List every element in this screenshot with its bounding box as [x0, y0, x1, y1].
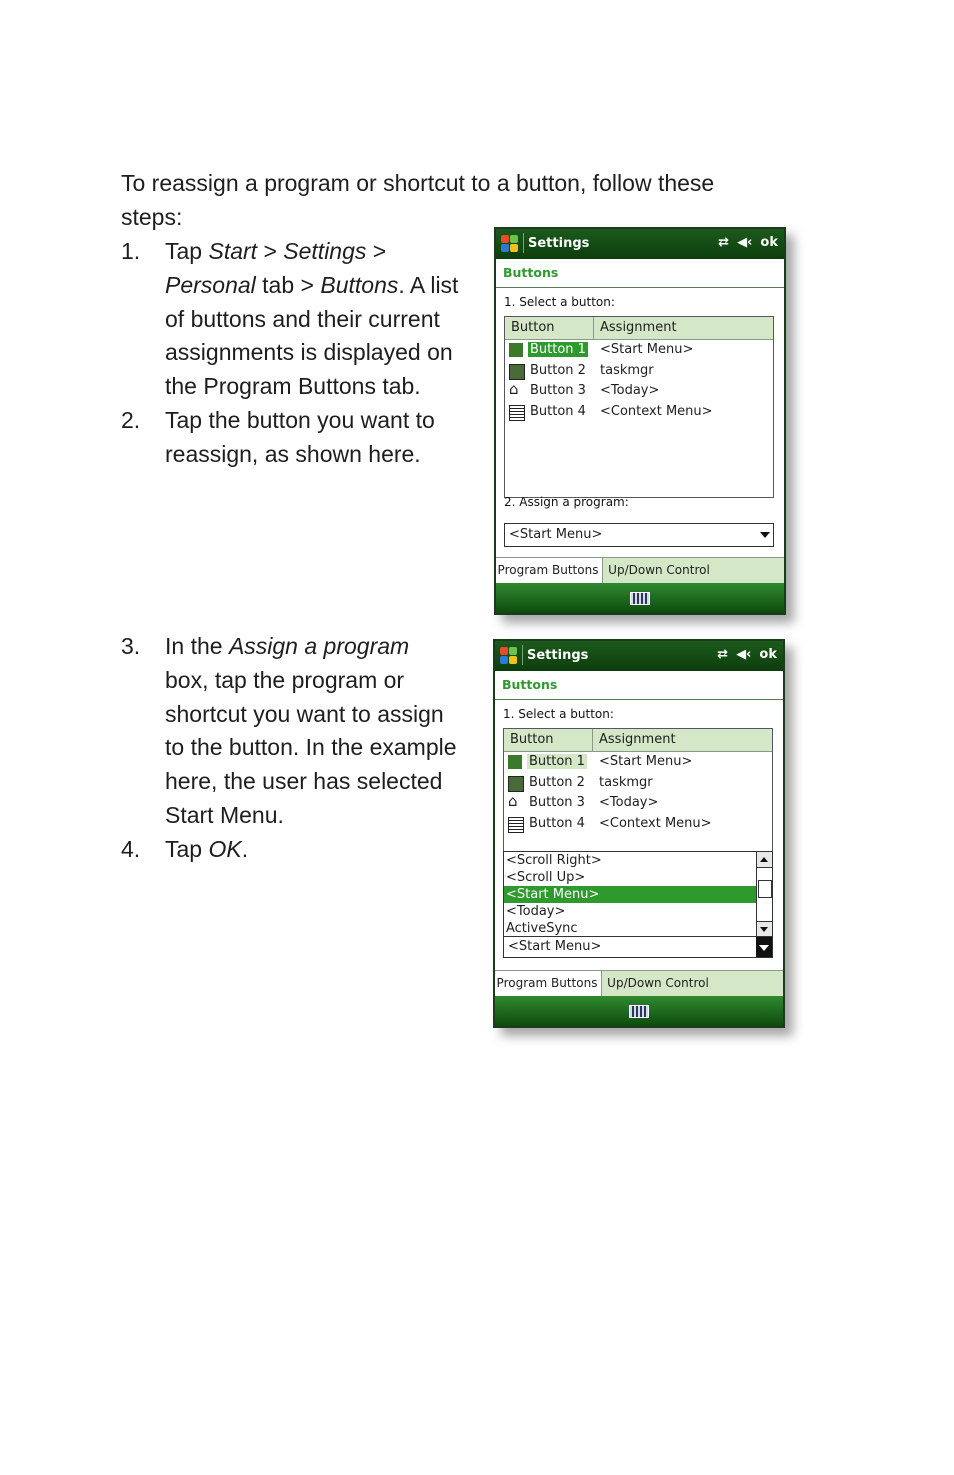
list-item[interactable]: Button 1 <Start Menu> [505, 340, 773, 361]
list-item[interactable]: Button 2 taskmgr [504, 773, 772, 794]
windows-logo-icon[interactable] [501, 235, 519, 253]
windows-logo-icon[interactable] [500, 647, 518, 665]
column-header-button[interactable]: Button [511, 320, 555, 335]
list-item[interactable]: ⌂ Button 3 <Today> [508, 792, 659, 811]
column-header-button[interactable]: Button [510, 732, 554, 747]
chevron-down-icon[interactable] [756, 937, 772, 957]
intro-text: To reassign a program or shortcut to a button, follow these steps: [121, 170, 715, 230]
volume-icon[interactable]: ◀‹ [736, 647, 752, 662]
ok-button[interactable]: ok [759, 647, 777, 662]
assign-program-combo[interactable]: <Start Menu> [504, 523, 774, 547]
list-item[interactable]: Button 2 taskmgr [505, 361, 773, 382]
volume-icon[interactable]: ◀‹ [737, 235, 753, 250]
bottom-bar [496, 583, 784, 613]
select-button-label: 1. Select a button: [503, 707, 614, 721]
connectivity-icon[interactable]: ⇄ [717, 647, 729, 662]
dropdown-option[interactable]: <Today> [506, 904, 566, 919]
title-bar [495, 641, 783, 671]
context-menu-icon [508, 817, 524, 833]
dropdown-option[interactable]: <Scroll Up> [506, 870, 586, 885]
scrollbar[interactable] [756, 852, 772, 937]
step-number: 4. [121, 836, 141, 862]
window-title: Settings [528, 236, 590, 251]
connectivity-icon[interactable]: ⇄ [718, 235, 730, 250]
scroll-down-arrow-icon[interactable] [757, 921, 772, 937]
dropdown-option[interactable]: <Scroll Right> [506, 853, 602, 868]
context-menu-icon [509, 405, 525, 421]
list-item[interactable]: Button 4 <Context Menu> [505, 402, 773, 423]
step-number: 3. [121, 633, 141, 659]
tab-bar [495, 970, 783, 997]
list-item[interactable]: Button 1 <Start Menu> [504, 752, 772, 773]
program-dropdown-list[interactable] [503, 851, 773, 938]
tab-bar [496, 557, 784, 584]
tab-updown-control[interactable]: Up/Down Control [601, 971, 715, 996]
device-screenshot-2 [493, 639, 785, 1028]
button-list[interactable] [504, 316, 774, 498]
button-list[interactable] [503, 728, 773, 855]
device-screenshot-1 [494, 227, 786, 615]
scroll-thumb[interactable] [758, 880, 772, 898]
title-bar [496, 229, 784, 259]
ok-button[interactable]: ok [760, 235, 778, 250]
assign-program-label: 2. Assign a program: [504, 495, 629, 509]
tab-updown-control[interactable]: Up/Down Control [602, 558, 716, 583]
window-title: Settings [527, 648, 589, 663]
home-icon: ⌂ [508, 792, 518, 811]
column-header-assignment[interactable]: Assignment [599, 732, 676, 747]
list-header [505, 317, 773, 340]
dropdown-option-selected[interactable]: <Start Menu> [504, 886, 772, 903]
list-header [504, 729, 772, 752]
select-button-label: 1. Select a button: [504, 295, 615, 309]
step-number: 1. [121, 238, 141, 264]
bottom-bar [495, 996, 783, 1026]
task-manager-icon [508, 776, 524, 792]
list-item[interactable]: Button 4 <Context Menu> [504, 814, 772, 835]
task-manager-icon [509, 364, 525, 380]
page-title: Buttons [495, 671, 783, 700]
page-title: Buttons [496, 259, 784, 288]
start-menu-icon [508, 755, 522, 769]
chevron-down-icon[interactable] [760, 532, 770, 538]
tab-program-buttons[interactable]: Program Buttons [495, 971, 599, 996]
keyboard-icon[interactable] [630, 592, 650, 605]
keyboard-icon[interactable] [629, 1005, 649, 1018]
scroll-up-arrow-icon[interactable] [757, 852, 772, 868]
dropdown-option[interactable]: ActiveSync [506, 921, 578, 936]
step-number: 2. [121, 407, 141, 433]
list-item[interactable]: ⌂ Button 3 <Today> [509, 380, 660, 399]
home-icon: ⌂ [509, 380, 519, 399]
assign-program-combo[interactable]: <Start Menu> [503, 936, 773, 958]
start-menu-icon [509, 343, 523, 357]
tab-program-buttons[interactable]: Program Buttons [496, 558, 600, 583]
column-header-assignment[interactable]: Assignment [600, 320, 677, 335]
